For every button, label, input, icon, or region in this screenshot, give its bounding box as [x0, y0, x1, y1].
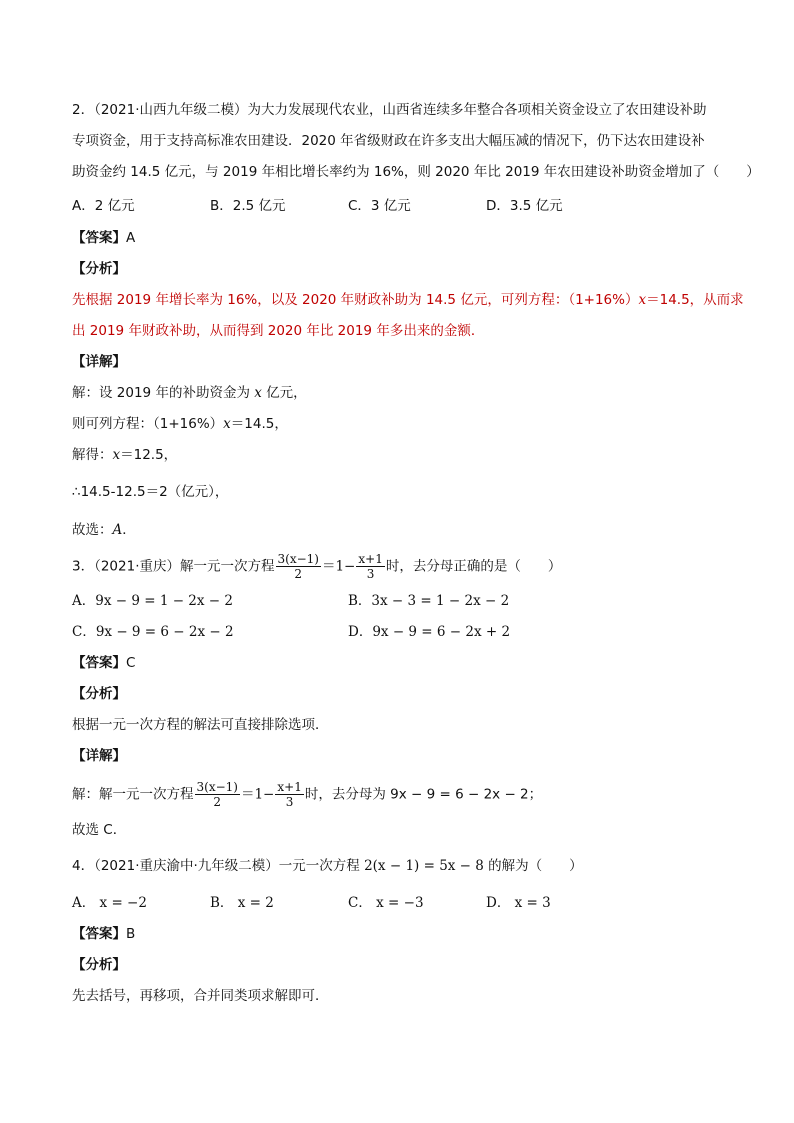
detail-text: 时，去分母为 9x − 9 = 6 − 2x − 2；	[304, 786, 543, 803]
q2-option-c: C．3 亿元	[348, 198, 411, 214]
detail-text: 解得：	[72, 447, 113, 463]
detail-text: 故选：	[72, 522, 113, 538]
q2-detail-line5	[72, 520, 136, 540]
denominator: 2	[213, 795, 222, 809]
q3-detail	[72, 780, 542, 809]
detail-text: 解：解一元一次方程	[72, 786, 194, 803]
fraction-x+1-over-3	[275, 780, 303, 809]
stem-text: 的解为（ ）	[483, 858, 583, 874]
answer-label: 【答案】	[72, 655, 126, 671]
q3-detail-label: 【详解】	[72, 748, 126, 764]
q4-option-a: A． x = −2	[72, 895, 147, 911]
q2-answer	[72, 228, 135, 248]
equation-middle: ＝1−	[321, 558, 356, 575]
q4-option-d: D． x = 3	[486, 895, 551, 911]
q2-detail-label: 【详解】	[72, 354, 126, 370]
variable-x: x	[638, 292, 647, 308]
fraction-3x-1-over-2	[195, 780, 240, 809]
q2-detail-line4: ∴14.5-12.5＝2（亿元），	[72, 484, 229, 500]
q2-option-d: D．3.5 亿元	[486, 198, 563, 214]
q4-stem	[72, 856, 583, 876]
answer-value: A	[126, 230, 136, 246]
q4-option-b: B． x = 2	[210, 895, 274, 911]
analysis-text: ＝14.5，从而求	[646, 292, 744, 308]
q4-answer	[72, 924, 135, 944]
q2-analysis-label: 【分析】	[72, 261, 126, 277]
q3-analysis: 根据一元一次方程的解法可直接排除选项．	[72, 717, 329, 733]
q3-option-d: D．9x − 9 = 6 − 2x + 2	[348, 624, 511, 640]
q3-stem	[72, 552, 561, 581]
fraction-3x-1-over-2	[276, 552, 321, 581]
denominator: 3	[366, 567, 375, 581]
denominator: 2	[294, 567, 303, 581]
answer-value: C	[126, 655, 136, 671]
detail-text: 解：设 2019 年的补助资金为	[72, 385, 255, 401]
q2-option-a: A．2 亿元	[72, 198, 135, 214]
q2-detail-line1	[72, 383, 307, 403]
q2-detail-line3	[72, 445, 177, 465]
numerator: 3(x−1)	[196, 780, 238, 794]
q3-option-a: A．9x − 9 = 1 − 2x − 2	[72, 593, 233, 609]
choice-letter: A	[112, 522, 123, 538]
q2-detail-line2	[72, 414, 288, 434]
detail-text: ．	[122, 522, 136, 538]
stem-text: 4．（2021·重庆渝中·九年级二模）一元一次方程	[72, 858, 365, 874]
analysis-text: 先根据 2019 年增长率为 16%，以及 2020 年财政补助为 14.5 亿元，可列方程：（1+16%）	[72, 292, 639, 308]
equation: 2(x − 1) = 5x − 8	[364, 858, 484, 874]
stem-text: 时，去分母正确的是（ ）	[385, 558, 562, 575]
detail-text: ＝12.5，	[120, 447, 178, 463]
numerator: 3(x−1)	[277, 552, 319, 566]
q2-stem-line2: 专项资金，用于支持高标准农田建设．2020 年省级财政在许多支出大幅压减的情况下，仍下达农田建设补	[72, 133, 705, 149]
q2-stem-line1: 2．（2021·山西九年级二模）为大力发展现代农业，山西省连续多年整合各项相关资金设立了农田建设补助	[72, 102, 707, 118]
fraction-x+1-over-3	[356, 552, 384, 581]
numerator: x+1	[277, 780, 302, 794]
q2-analysis-line1	[72, 290, 744, 310]
equation-middle: ＝1−	[240, 786, 275, 803]
answer-label: 【答案】	[72, 926, 126, 942]
denominator: 3	[285, 795, 294, 809]
stem-text: 3．（2021·重庆）解一元一次方程	[72, 558, 275, 575]
q2-option-b: B．2.5 亿元	[210, 198, 286, 214]
answer-value: B	[126, 926, 136, 942]
detail-text: ＝14.5，	[230, 416, 288, 432]
q2-analysis-line2: 出 2019 年财政补助，从而得到 2020 年比 2019 年多出来的金额．	[72, 323, 485, 339]
detail-text: 亿元，	[261, 385, 307, 401]
q3-conclusion: 故选 C．	[72, 822, 127, 838]
variable-x: x	[223, 416, 231, 432]
answer-label: 【答案】	[72, 230, 126, 246]
q3-option-c: C．9x − 9 = 6 − 2x − 2	[72, 624, 234, 640]
variable-x: x	[254, 385, 262, 401]
q3-analysis-label: 【分析】	[72, 686, 126, 702]
numerator: x+1	[358, 552, 383, 566]
q3-answer	[72, 653, 135, 673]
variable-x: x	[112, 447, 121, 463]
detail-text: 则可列方程：（1+16%）	[72, 416, 224, 432]
q4-analysis-label: 【分析】	[72, 957, 126, 973]
q2-stem-line3: 助资金约 14.5 亿元，与 2019 年相比增长率约为 16%，则 2020 年比 2019 年农田建设补助资金增加了（ ）	[72, 164, 760, 180]
q3-option-b: B．3x − 3 = 1 − 2x − 2	[348, 593, 510, 609]
q4-analysis: 先去括号，再移项，合并同类项求解即可．	[72, 988, 329, 1004]
q4-option-c: C． x = −3	[348, 895, 424, 911]
